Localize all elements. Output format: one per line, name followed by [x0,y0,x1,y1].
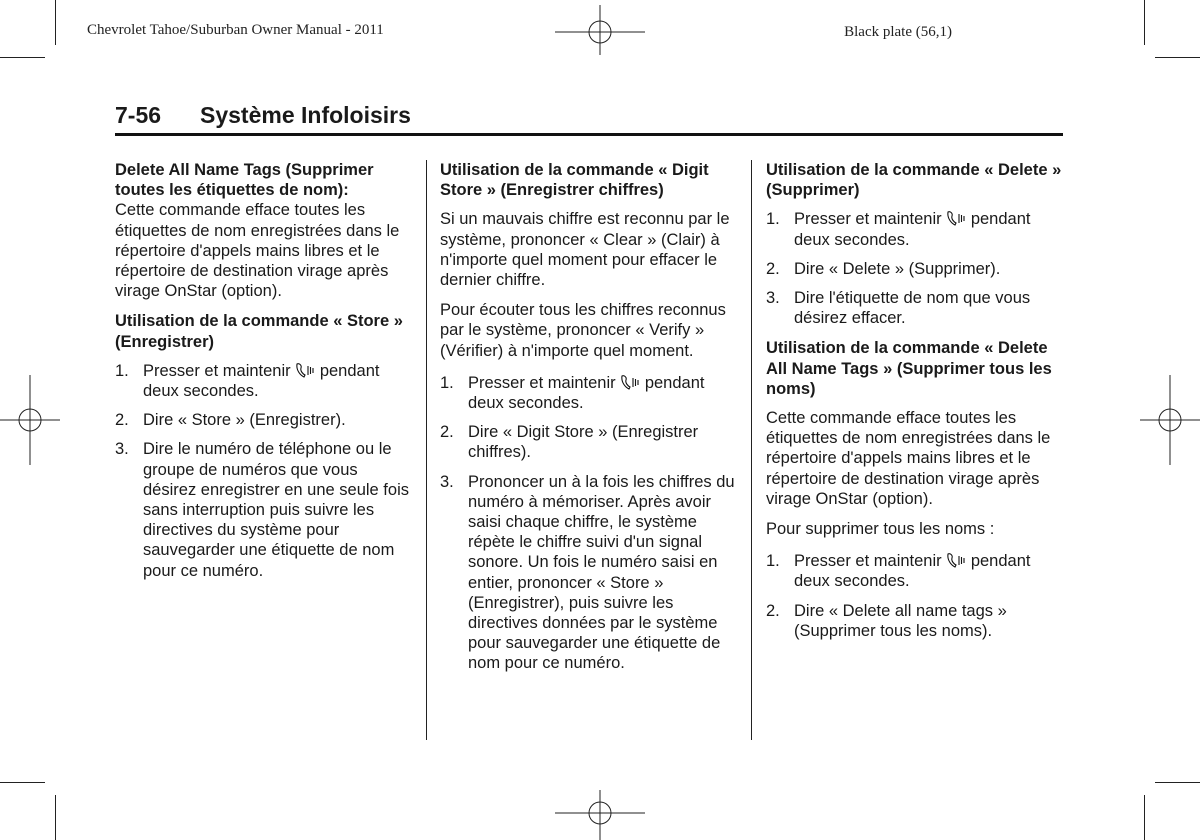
step-number: 2. [766,601,780,620]
column-divider [751,160,752,740]
column-divider [426,160,427,740]
step-number: 1. [766,210,780,229]
step-number: 2. [115,411,129,430]
crop-mark [55,795,56,840]
step-list [766,209,1066,328]
step-text: Dire l'étiquette de nom que vous désirez effacer. [794,289,1031,328]
paragraph: Pour supprimer tous les noms : [766,520,995,539]
push-to-talk-icon [946,552,966,568]
page-number: 7-56 [115,102,162,128]
paragraph: Cette commande efface toutes les étiquettes de nom enregistrées dans le répertoire d'appels mains libres et le répertoire de destination virage après virage OnStar (option). [766,409,1051,508]
column-2 [440,160,740,684]
column-1 [115,160,415,591]
section-title: Delete All Name Tags (Supprimer toutes les étiquettes de nom): [115,161,374,200]
list-item [115,361,415,401]
list-item [440,373,740,413]
step-text: Dire « Store » (Enregistrer). [143,411,346,430]
list-item [766,259,1066,279]
step-list [766,551,1066,641]
step-text: Dire « Delete all name tags » (Supprimer tous les noms). [794,601,1007,640]
step-text: Dire « Digit Store » (Enregistrer chiffres). [468,423,699,462]
crop-mark [1144,0,1145,45]
section-title: Utilisation de la commande « Delete » (Supprimer) [766,161,1062,200]
step-text: Prononcer un à la fois les chiffres du numéro à mémoriser. Après avoir saisi chaque chiffre, le système répète le chiffre suivi d'un signal sonore. Un fois le numéro saisi en entier, prononcer « Store » (Enregistrer), puis suivre les directives données par le système pour sauvegarder une étiquette de nom pour ce numéro. [468,472,735,673]
running-header-right: Black plate (56,1) [844,24,952,40]
step-text: Presser et maintenir [794,210,942,229]
section-title: Utilisation de la commande « Digit Store » (Enregistrer chiffres) [440,161,709,200]
section-title: Utilisation de la commande « Store » (Enregistrer) [115,312,403,351]
list-item [766,601,1066,641]
step-text: Presser et maintenir [468,373,616,392]
step-number: 1. [766,552,780,571]
step-number: 2. [440,423,454,442]
step-number: 3. [440,472,454,491]
step-text: Presser et maintenir [794,552,942,571]
step-list [115,361,415,581]
step-text: pendant deux secondes. [468,373,705,413]
step-text: Dire « Delete » (Supprimer). [794,259,1001,278]
crop-mark [1144,795,1145,840]
crop-mark [0,57,45,58]
registration-mark-top [555,5,645,55]
step-text: pendant deux secondes. [794,552,1031,591]
list-item [440,422,740,462]
step-number: 1. [115,361,129,380]
list-item [766,209,1066,249]
column-3 [766,160,1066,651]
crop-mark [0,782,45,783]
step-list [440,373,740,674]
step-text: Presser et maintenir [143,361,291,380]
list-item [115,439,415,580]
page-heading [115,101,1063,136]
registration-mark-right [1140,375,1200,465]
push-to-talk-icon [295,362,315,378]
list-item [440,472,740,674]
section-title: Utilisation de la commande « Delete All Name Tags » (Supprimer tous les noms) [766,339,1052,398]
crop-mark [1155,782,1200,783]
list-item [766,288,1066,328]
paragraph: Pour écouter tous les chiffres reconnus par le système, prononcer « Verify » (Vérifier) à n'importe quel moment. [440,301,726,360]
registration-mark-bottom [555,790,645,840]
crop-mark [1155,57,1200,58]
step-text: pendant deux secondes. [143,361,380,401]
paragraph: Cette commande efface toutes les étiquettes de nom enregistrées dans le répertoire d'appels mains libres et le répertoire de destination virage après virage OnStar (option). [115,201,400,301]
paragraph: Si un mauvais chiffre est reconnu par le système, prononcer « Clear » (Clair) à n'importe quel moment pour effacer le dernier chiffre. [440,210,730,290]
push-to-talk-icon [946,210,966,226]
step-number: 2. [766,259,780,278]
list-item [766,551,1066,591]
list-item [115,410,415,430]
step-number: 1. [440,373,454,392]
step-text: Dire le numéro de téléphone ou le groupe de numéros que vous désirez enregistrer en une seule fois sans interruption puis suivre les directives du système pour sauvegarder une étiquette de nom pour ce numéro. [143,440,409,580]
crop-mark [55,0,56,45]
step-text: pendant deux secondes. [794,210,1031,249]
registration-mark-left [0,375,60,465]
step-number: 3. [766,289,780,308]
step-number: 3. [115,440,129,459]
page-title: Système Infoloisirs [200,102,411,128]
push-to-talk-icon [620,374,640,390]
running-header-left: Chevrolet Tahoe/Suburban Owner Manual - 2011 [87,22,384,38]
